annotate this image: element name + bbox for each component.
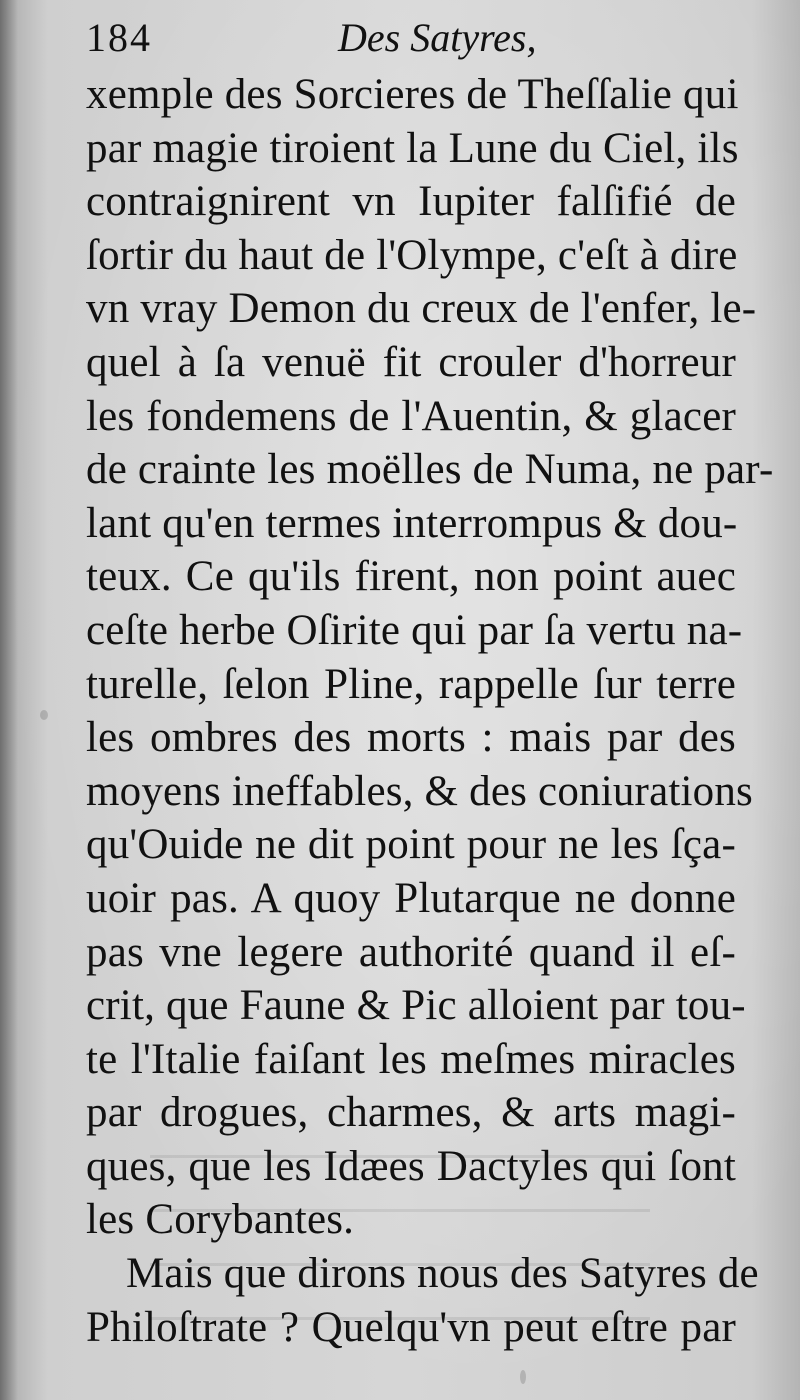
text-line: crit, que Faune & Pic alloient par tou- <box>86 982 746 1030</box>
text-line: qu'Ouide ne dit point pour ne les ſça- <box>86 821 736 869</box>
text-line: teux. Ce qu'ils firent, non point auec <box>86 553 736 601</box>
text-line: quel à ſa venuë fit crouler d'horreur <box>86 338 736 386</box>
text-line: contraignirent vn Iupiter falſifié de <box>86 178 736 226</box>
text-line: ques, que les Idæes Dactyles qui ſont <box>86 1142 736 1190</box>
text-line: ſortir du haut de l'Olympe, c'eſt à dire <box>86 231 738 279</box>
text-line: xemple des Sorcieres de Theſſalie qui <box>86 71 739 118</box>
text-line: par magie tiroient la Lune du Ciel, ils <box>86 124 739 172</box>
text-line: moyens ineffables, & des coniurations <box>86 767 753 815</box>
text-line: de crainte les moëlles de Numa, ne par- <box>86 446 774 494</box>
text-line: turelle, ſelon Pline, rappelle ſur terre <box>86 660 736 708</box>
text-line-paragraph-end: les Corybantes. <box>86 1196 355 1244</box>
text-line: les fondemens de l'Auentin, & glacer <box>86 392 736 440</box>
text-line: les ombres des morts : mais par des <box>86 714 736 762</box>
running-title: Des Satyres, <box>338 15 537 60</box>
text-line: lant qu'en termes interrompus & dou- <box>86 499 738 547</box>
text-line: vn vray Demon du creux de l'enfer, le- <box>86 285 757 333</box>
ink-smudge <box>520 1370 526 1384</box>
text-line-paragraph-start: Mais que dirons nous des Satyres de <box>126 1250 759 1298</box>
text-line: Philoſtrate ? Quelqu'vn peut eſtre par <box>86 1303 736 1351</box>
text-line: ceſte herbe Oſirite qui par ſa vertu na- <box>86 606 743 654</box>
text-line: uoir pas. A quoy Plutarque ne donne <box>86 874 736 922</box>
show-through-bleed <box>150 1120 650 1320</box>
text-line: te l'Italie faiſant les meſmes miracles <box>86 1035 736 1083</box>
gutter-shadow <box>0 0 18 1400</box>
ink-smudge <box>40 710 48 720</box>
text-line: par drogues, charmes, & arts magi- <box>86 1089 736 1137</box>
page-number: 184 <box>86 15 152 60</box>
page-header <box>86 8 740 68</box>
text-line: pas vne legere authorité quand il eſ- <box>86 928 736 976</box>
